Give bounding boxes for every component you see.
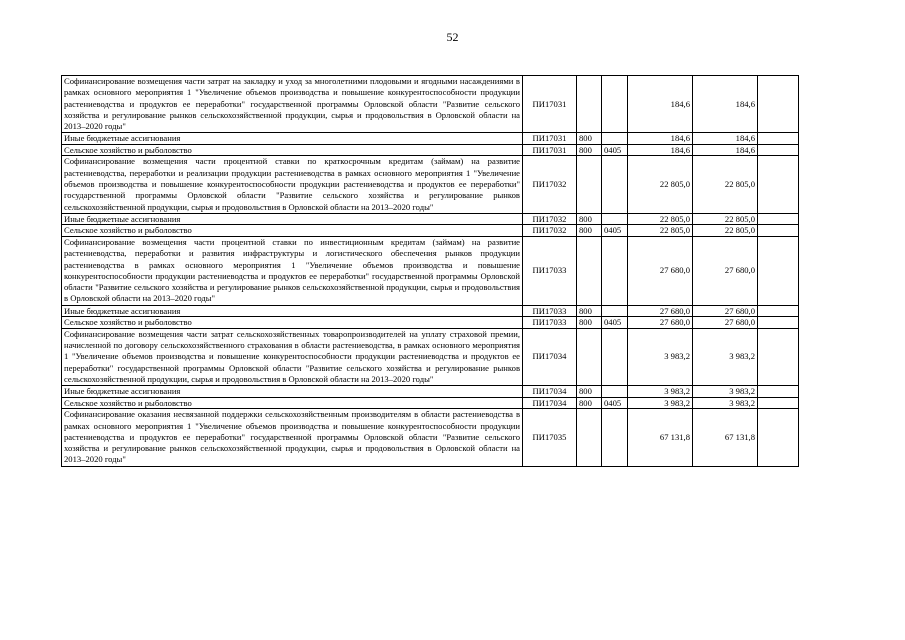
row-amount-1: 27 680,0 bbox=[628, 236, 693, 305]
row-code: ПИ17034 bbox=[523, 386, 577, 398]
row-name: Софинансирование возмещения части процентной ставки по инвестиционным кредитам (займам) на развитие растениеводства, переработки и развития инфраструктуры и логистического обеспечения рынков продукции растениеводства в рамках основного мероприятия 1 "Увеличение объемов производства и повышение конкурентоспособности продукции растениеводства и продуктов ее переработки" государственной программы Орловской области "Развитие сельского хозяйства и регулирование рынков сельскохозяйственной продукции, сырья и продовольствия в Орловской области на 2013–2020 годы" bbox=[62, 236, 523, 305]
row-amount-2: 67 131,8 bbox=[693, 409, 758, 466]
row-section bbox=[602, 409, 628, 466]
row-amount-1: 22 805,0 bbox=[628, 225, 693, 237]
row-code: ПИ17033 bbox=[523, 305, 577, 317]
row-expense-type: 800 bbox=[577, 225, 602, 237]
row-amount-2: 3 983,2 bbox=[693, 386, 758, 398]
row-name: Иные бюджетные ассигнования bbox=[62, 133, 523, 145]
table-row bbox=[62, 317, 799, 329]
row-amount-2: 27 680,0 bbox=[693, 236, 758, 305]
table-row bbox=[62, 328, 799, 385]
row-empty-cell bbox=[758, 328, 799, 385]
table-row bbox=[62, 144, 799, 156]
row-empty-cell bbox=[758, 76, 799, 133]
row-code: ПИ17031 bbox=[523, 76, 577, 133]
row-empty-cell bbox=[758, 236, 799, 305]
row-expense-type bbox=[577, 328, 602, 385]
row-section: 0405 bbox=[602, 144, 628, 156]
row-expense-type: 800 bbox=[577, 144, 602, 156]
row-amount-1: 27 680,0 bbox=[628, 305, 693, 317]
row-code: ПИ17032 bbox=[523, 156, 577, 213]
row-name: Софинансирование возмещения части процентной ставки по краткосрочным кредитам (займам) на развитие растениеводства, переработки и реализации продукции растениеводства в рамках основного мероприятия 1 "Увеличение объемов производства и повышение конкурентоспособности продукции растениеводства и продуктов ее переработки" государственной программы Орловской области "Развитие сельского хозяйства и регулирование рынков сельскохозяйственной продукции, сырья и продовольствия в Орловской области на 2013–2020 годы" bbox=[62, 156, 523, 213]
row-code: ПИ17031 bbox=[523, 133, 577, 145]
row-amount-2: 3 983,2 bbox=[693, 328, 758, 385]
row-empty-cell bbox=[758, 409, 799, 466]
table-row bbox=[62, 133, 799, 145]
row-name: Иные бюджетные ассигнования bbox=[62, 213, 523, 225]
row-name: Сельское хозяйство и рыболовство bbox=[62, 317, 523, 329]
row-empty-cell bbox=[758, 397, 799, 409]
row-amount-2: 22 805,0 bbox=[693, 225, 758, 237]
row-empty-cell bbox=[758, 317, 799, 329]
row-name: Софинансирование оказания несвязанной поддержки сельскохозяйственным производителям в области растениеводства в рамках основного мероприятия 1 "Увеличение объемов производства и повышение конкурентоспособности продукции растениеводства и продуктов ее переработки" государственной программы Орловской области "Развитие сельского хозяйства и регулирование рынков сельскохозяйственной продукции, сырья и продовольствия в Орловской области на 2013–2020 годы" bbox=[62, 409, 523, 466]
row-empty-cell bbox=[758, 133, 799, 145]
row-amount-1: 27 680,0 bbox=[628, 317, 693, 329]
table-row bbox=[62, 386, 799, 398]
table-row bbox=[62, 213, 799, 225]
budget-table bbox=[61, 75, 799, 467]
row-code: ПИ17034 bbox=[523, 397, 577, 409]
row-amount-1: 67 131,8 bbox=[628, 409, 693, 466]
row-expense-type: 800 bbox=[577, 317, 602, 329]
row-section bbox=[602, 213, 628, 225]
row-section bbox=[602, 305, 628, 317]
row-code: ПИ17032 bbox=[523, 213, 577, 225]
row-name: Иные бюджетные ассигнования bbox=[62, 305, 523, 317]
row-amount-1: 3 983,2 bbox=[628, 328, 693, 385]
row-amount-1: 3 983,2 bbox=[628, 386, 693, 398]
row-amount-1: 184,6 bbox=[628, 133, 693, 145]
table-row bbox=[62, 225, 799, 237]
row-section bbox=[602, 386, 628, 398]
row-code: ПИ17031 bbox=[523, 144, 577, 156]
row-amount-2: 27 680,0 bbox=[693, 305, 758, 317]
table-row bbox=[62, 76, 799, 133]
row-name: Сельское хозяйство и рыболовство bbox=[62, 225, 523, 237]
page-number: 52 bbox=[446, 30, 459, 44]
row-code: ПИ17033 bbox=[523, 317, 577, 329]
row-amount-2: 22 805,0 bbox=[693, 213, 758, 225]
table-row bbox=[62, 397, 799, 409]
row-code: ПИ17035 bbox=[523, 409, 577, 466]
row-section: 0405 bbox=[602, 317, 628, 329]
row-empty-cell bbox=[758, 156, 799, 213]
row-name: Софинансирование возмещения части затрат сельскохозяйственных товаропроизводителей на уплату страховой премии, начисленной по договору сельскохозяйственного страхования в области растениеводства, в рамках основного мероприятия 1 "Увеличение объемов производства и повышение конкурентоспособности продукции растениеводства и продуктов ее переработки" государственной программы Орловской области "Развитие сельского хозяйства и регулирование рынков сельскохозяйственной продукции, сырья и продовольствия в Орловской области на 2013–2020 годы" bbox=[62, 328, 523, 385]
row-expense-type: 800 bbox=[577, 386, 602, 398]
row-section bbox=[602, 76, 628, 133]
row-name: Иные бюджетные ассигнования bbox=[62, 386, 523, 398]
row-amount-2: 184,6 bbox=[693, 76, 758, 133]
row-expense-type: 800 bbox=[577, 133, 602, 145]
row-section bbox=[602, 133, 628, 145]
row-code: ПИ17034 bbox=[523, 328, 577, 385]
row-section bbox=[602, 156, 628, 213]
row-empty-cell bbox=[758, 386, 799, 398]
row-amount-2: 22 805,0 bbox=[693, 156, 758, 213]
row-name: Софинансирование возмещения части затрат на закладку и уход за многолетними плодовыми и ягодными насаждениями в рамках основного мероприятия 1 "Увеличение объемов производства и повышение конкурентоспособности продукции растениеводства и продуктов ее переработки" государственной программы Орловской области "Развитие сельского хозяйства и регулирование рынков сельскохозяйственной продукции, сырья и продовольствия в Орловской области на 2013–2020 годы" bbox=[62, 76, 523, 133]
row-code: ПИ17032 bbox=[523, 225, 577, 237]
row-expense-type bbox=[577, 409, 602, 466]
row-name: Сельское хозяйство и рыболовство bbox=[62, 144, 523, 156]
row-amount-2: 184,6 bbox=[693, 133, 758, 145]
table-row bbox=[62, 409, 799, 466]
row-amount-2: 27 680,0 bbox=[693, 317, 758, 329]
table-row bbox=[62, 305, 799, 317]
row-section bbox=[602, 328, 628, 385]
row-section: 0405 bbox=[602, 397, 628, 409]
row-name: Сельское хозяйство и рыболовство bbox=[62, 397, 523, 409]
row-expense-type bbox=[577, 156, 602, 213]
table-row bbox=[62, 156, 799, 213]
row-expense-type bbox=[577, 236, 602, 305]
row-code: ПИ17033 bbox=[523, 236, 577, 305]
row-expense-type: 800 bbox=[577, 213, 602, 225]
row-empty-cell bbox=[758, 144, 799, 156]
row-expense-type bbox=[577, 76, 602, 133]
row-section: 0405 bbox=[602, 225, 628, 237]
row-amount-2: 3 983,2 bbox=[693, 397, 758, 409]
row-section bbox=[602, 236, 628, 305]
row-empty-cell bbox=[758, 225, 799, 237]
row-amount-2: 184,6 bbox=[693, 144, 758, 156]
row-empty-cell bbox=[758, 305, 799, 317]
row-amount-1: 22 805,0 bbox=[628, 156, 693, 213]
row-expense-type: 800 bbox=[577, 397, 602, 409]
row-expense-type: 800 bbox=[577, 305, 602, 317]
row-amount-1: 184,6 bbox=[628, 144, 693, 156]
row-amount-1: 184,6 bbox=[628, 76, 693, 133]
row-amount-1: 22 805,0 bbox=[628, 213, 693, 225]
row-empty-cell bbox=[758, 213, 799, 225]
table-row bbox=[62, 236, 799, 305]
row-amount-1: 3 983,2 bbox=[628, 397, 693, 409]
